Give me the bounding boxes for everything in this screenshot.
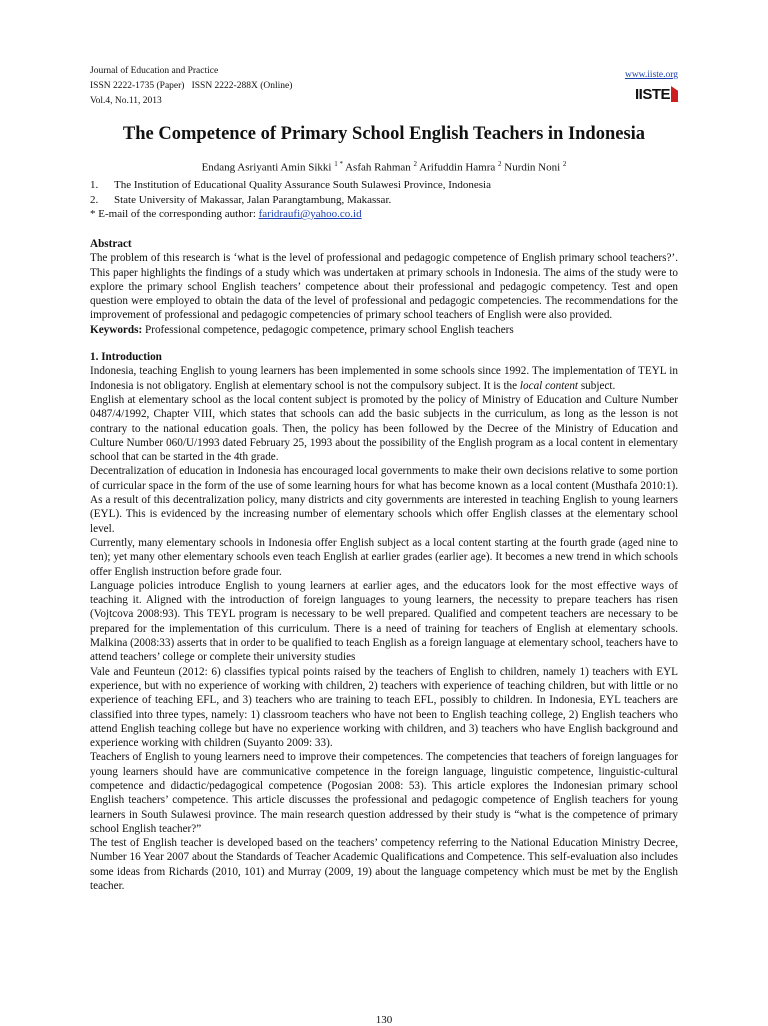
intro-paragraph: Teachers of English to young learners need to improve their competences. The competencies that teachers of foreign languages for young learners should have are communicative competence in the foreign language, linguistic competence, linguistic-cultural competence and didactic/pedagogical competence (Pogosian 2008: 53). This article explores the Indonesian primary school English teachers’ competence. This article discusses the professional and pedagogic competence of English teachers for young learners in South Sulawesi province. The main research question addressed by their study is “what is the competence of primary school English teacher?” [90,751,678,835]
corresponding-email-row [90,207,491,222]
issn-line: ISSN 2222-1735 (Paper) ISSN 2222-288X (Online) [90,81,293,91]
intro-emphasis: local content [519,379,579,392]
abstract-heading: Abstract [90,238,132,250]
author-name: Nurdin Noni [504,161,561,174]
affiliation-text: State University of Makassar, Jalan Parangtambung, Makassar. [114,193,392,206]
keywords-text: Professional competence, pedagogic competence, primary school English teachers [142,323,514,336]
intro-paragraph: English at elementary school as the local content subject is promoted by the policy of Ministry of Education and Culture Number 0487/4/1992, Chapter VIII, which states that schools can add the basic subjects in the curriculum, as long as the lesson is not contrary to the national education goals. Then, the policy has been followed by the Decree of the Ministry of Education and Culture Number 060/U/1993 dated February 25, 1993 about the possibility of the English program as a local content in elementary school that can be started in the 4th grade. [90,393,678,464]
paper-body [90,237,678,893]
intro-text: subject. [578,379,616,392]
affiliation-number: 2. [90,193,99,206]
paper-page [90,0,678,1024]
affiliation-item [90,193,491,208]
keywords-line [90,323,678,337]
author-affil-mark: 2 [413,160,418,168]
logo-mark-icon [671,86,678,102]
journal-header [90,64,292,109]
keywords-label: Keywords: [90,323,143,336]
intro-paragraph: Decentralization of education in Indonesia has encouraged local governments to make their own decisions relative to some portion of curricular space in the form of the use of some learning hours for what has become known as a local content (Musthafa 2010:1). As a result of this decentralization policy, many districts and city governments are interested in teaching English to young learners (EYL). This is evidenced by the increasing number of elementary schools which offer English classes at the elementary school level. [90,465,678,535]
author-name: Endang Asriyanti Amin Sikki [201,161,332,174]
intro-heading: 1. Introduction [90,351,162,364]
author-affil-mark: 2 [498,160,502,168]
author-affil-mark: 2 [562,160,567,168]
intro-paragraph: The test of English teacher is developed based on the teachers’ competency referring to the National Education Ministry Decree, Number 16 Year 2007 about the Standards of Teacher Academic Qualifications and Competence. This self-evaluation also includes some ideas from Richards (2010, 101) and Murray (2009, 19) about the language competency which must be met by the English teacher. [90,837,678,893]
paper-title: The Competence of Primary School English Teachers in Indonesia [122,124,646,144]
author-name: Arifuddin Hamra [419,161,496,174]
email-prefix: * E-mail of the corresponding author: [90,208,259,220]
section-gap [90,337,678,350]
affiliation-number: 1. [90,179,99,191]
intro-text: Indonesia, teaching English to young learners has been implemented in some schools since 1992. The implementation of TEYL in Indonesia is not obligatory. English at elementary school is not the compulsory subject. It is the [90,365,678,392]
volume-line: Vol.4, No.11, 2013 [90,96,162,106]
author-affil-mark: 1 * [334,160,343,168]
affiliation-item [90,178,491,193]
affiliation-list [90,178,491,222]
page-number: 130 [375,1014,393,1026]
abstract-text: The problem of this research is ‘what is the level of professional and pedagogic competence of English primary school teachers?’. This paper highlights the findings of a study which was undertaken at primary schools in Indonesia. The aims of the study were to explore the primary school English teachers’ competence about their professional and pedagogic competency. Test and open question were employed to obtain the data of the level of professional and pedagogic competencies. The recommendations for the improvement of professional and pedagogic competencies of primary school teachers of English were also provided. [90,252,678,322]
logo-text: IISTE [634,86,670,103]
intro-paragraph: Currently, many elementary schools in Indonesia offer English subject as a local content starting at the fourth grade (aged nine to ten); yet many other elementary schools even teach English at earlier grades (earlier age). It becomes a new trend in which schools offer English instruction before grade four. [90,536,678,578]
journal-name: Journal of Education and Practice [90,66,219,76]
intro-paragraph: Vale and Feunteun (2012: 6) classifies typical points raised by the teachers of English to children, namely 1) teachers with EYL experience, but with no experience of working with children, 2) teachers with experience of teaching children, but with little or no experience of teaching EFL, and 3) teachers who are training to teach EFL, possibly to children. In Indonesia, EYL teachers are classified into three types, namely: 1) classroom teachers who have not been to English teaching college, 2) English teachers who attend English teaching college but have no experience working with children, and 3) teachers who have English background and experience working with children (Suyanto 2009: 33). [90,665,678,750]
affiliation-text: The Institution of Educational Quality Assurance South Sulawesi Province, Indonesia [114,179,491,191]
publisher-header [625,64,678,102]
intro-paragraph: Language policies introduce English to young learners at earlier ages, and the educators look for the most effective ways of teaching it. Aligned with the introduction of foreign languages to young learners, the necessity to prepare teachers has risen (Vojtcova 2008:93). This TEYL program is necessary to be well prepared. Qualified and competent teachers are necessary to be prepared for the implementation of this curriculum. There is a need of training for teachers of English at elementary schools. Malkina (2008:33) asserts that in order to be qualified to teach English as a foreign language at elementary school, teachers have to attend teachers’ college or complete their university studies [90,579,678,664]
email-link[interactable]: faridraufi@yahoo.co.id [258,208,362,220]
author-name: Asfah Rahman [345,161,411,174]
intro-paragraph [90,364,678,393]
iiste-logo [625,86,678,102]
author-list [90,160,678,174]
website-link[interactable]: www.iiste.org [624,70,678,80]
